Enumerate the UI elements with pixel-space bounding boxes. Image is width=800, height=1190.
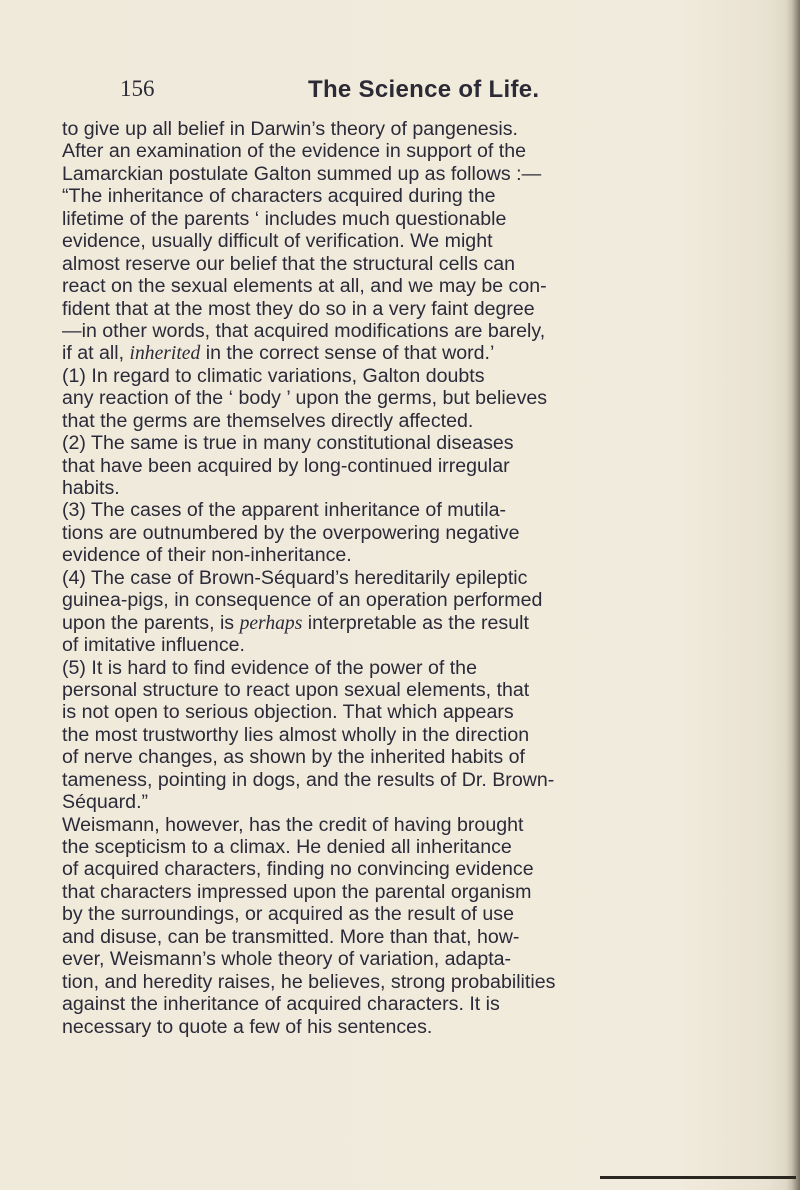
italic-word: inherited [129, 343, 201, 365]
text-line [62, 634, 742, 656]
text-segment: (5) It is hard to find evidence of the power of the [62, 656, 477, 679]
text-line [62, 455, 742, 477]
text-line [62, 230, 742, 252]
page-gutter-shadow [786, 0, 800, 1190]
text-segment: interpretable as the result [302, 611, 529, 634]
text-line [62, 612, 742, 634]
text-line [62, 814, 742, 836]
text-line [62, 432, 742, 454]
text-segment: the most trustworthy lies almost wholly in the direction [62, 723, 530, 746]
text-segment: that have been acquired by long-continued irregular [62, 454, 510, 477]
text-line [62, 118, 742, 140]
text-segment: the scepticism to a climax. He denied all inheritance [62, 836, 512, 858]
text-line [62, 769, 742, 791]
text-segment: react on the sexual elements at all, and we may be con- [62, 275, 547, 298]
text-segment: Weismann, however, has the credit of having brought [62, 813, 524, 836]
text-line [62, 208, 742, 230]
text-segment: is not open to serious objection. That which appears [62, 701, 514, 724]
text-line [62, 971, 742, 993]
text-segment: and disuse, can be transmitted. More than that, how- [62, 925, 520, 948]
text-line [62, 881, 742, 903]
text-line [62, 567, 742, 589]
text-segment: guinea-pigs, in consequence of an operation performed [62, 589, 543, 612]
text-segment: upon the parents, is [62, 611, 240, 634]
text-segment: against the inheritance of acquired characters. It is [62, 993, 500, 1016]
text-segment: “The inheritance of characters acquired during the [62, 185, 496, 208]
text-line [62, 387, 742, 409]
body-text [62, 118, 742, 1038]
running-head: The Science of Life. [308, 76, 540, 103]
text-segment: (3) The cases of the apparent inheritance of mutila- [62, 499, 507, 522]
text-segment: Lamarckian postulate Galton summed up as follows :— [62, 162, 542, 185]
text-segment: evidence, usually difficult of verification. We might [62, 230, 493, 253]
text-line [62, 185, 742, 207]
text-segment: After an examination of the evidence in support of the [62, 140, 527, 163]
text-segment: (1) In regard to climatic variations, Galton doubts [62, 364, 485, 387]
text-segment: Séquard.” [62, 791, 149, 814]
text-line [62, 903, 742, 925]
text-line [62, 253, 742, 275]
bottom-edge-rule [600, 1176, 796, 1179]
text-segment: that characters impressed upon the parental organism [62, 880, 532, 903]
text-segment: fident that at the most they do so in a very faint degree [62, 297, 535, 320]
text-segment: of acquired characters, finding no convincing evidence [62, 858, 534, 881]
text-segment: personal structure to react upon sexual elements, that [62, 678, 530, 701]
text-segment: ever, Weismann’s whole theory of variation, adapta- [62, 948, 512, 971]
text-line [62, 320, 742, 342]
text-line [62, 1016, 742, 1038]
text-line [62, 342, 742, 364]
text-line [62, 544, 742, 566]
text-segment: necessary to quote a few of his sentences. [62, 1015, 433, 1038]
text-line [62, 858, 742, 880]
text-line [62, 298, 742, 320]
page-header [120, 76, 680, 110]
text-line [62, 477, 742, 499]
page-number: 156 [120, 76, 155, 101]
text-line [62, 522, 742, 544]
text-line [62, 140, 742, 162]
text-segment: by the surroundings, or acquired as the result of use [62, 903, 515, 926]
text-segment: of nerve changes, as shown by the inherited habits of [62, 746, 525, 769]
text-segment: lifetime of the parents ‘ includes much questionable [62, 207, 507, 230]
text-line [62, 746, 742, 768]
text-segment: evidence of their non-inheritance. [62, 544, 352, 567]
text-line [62, 589, 742, 611]
text-line [62, 499, 742, 521]
text-segment: almost reserve our belief that the structural cells can [62, 252, 516, 275]
text-line [62, 657, 742, 679]
text-segment: of imitative influence. [62, 634, 245, 657]
text-segment: habits. [62, 477, 120, 499]
text-line [62, 410, 742, 432]
text-line [62, 701, 742, 723]
text-segment: tion, and heredity raises, he believes, strong probabilities [62, 970, 556, 993]
text-segment: (4) The case of Brown-Séquard’s hereditarily epileptic [62, 566, 528, 589]
text-line [62, 724, 742, 746]
text-line [62, 275, 742, 297]
text-segment: —in other words, that acquired modifications are barely, [62, 319, 546, 342]
text-line [62, 836, 742, 858]
text-segment: tions are outnumbered by the overpowering negative [62, 521, 520, 544]
text-line [62, 993, 742, 1015]
italic-word: perhaps [239, 612, 303, 634]
text-segment: (2) The same is true in many constitutional diseases [62, 432, 514, 455]
text-line [62, 679, 742, 701]
text-segment: if at all, [62, 342, 130, 365]
text-segment: that the germs are themselves directly affected. [62, 409, 474, 432]
text-segment: any reaction of the ‘ body ’ upon the germs, but believes [62, 387, 548, 410]
text-segment: tameness, pointing in dogs, and the results of Dr. Brown- [62, 768, 555, 791]
text-segment: to give up all belief in Darwin’s theory of pangenesis. [62, 118, 519, 140]
text-line [62, 948, 742, 970]
text-line [62, 163, 742, 185]
text-line [62, 791, 742, 813]
text-line [62, 365, 742, 387]
text-line [62, 926, 742, 948]
text-segment: in the correct sense of that word.’ [200, 342, 495, 365]
